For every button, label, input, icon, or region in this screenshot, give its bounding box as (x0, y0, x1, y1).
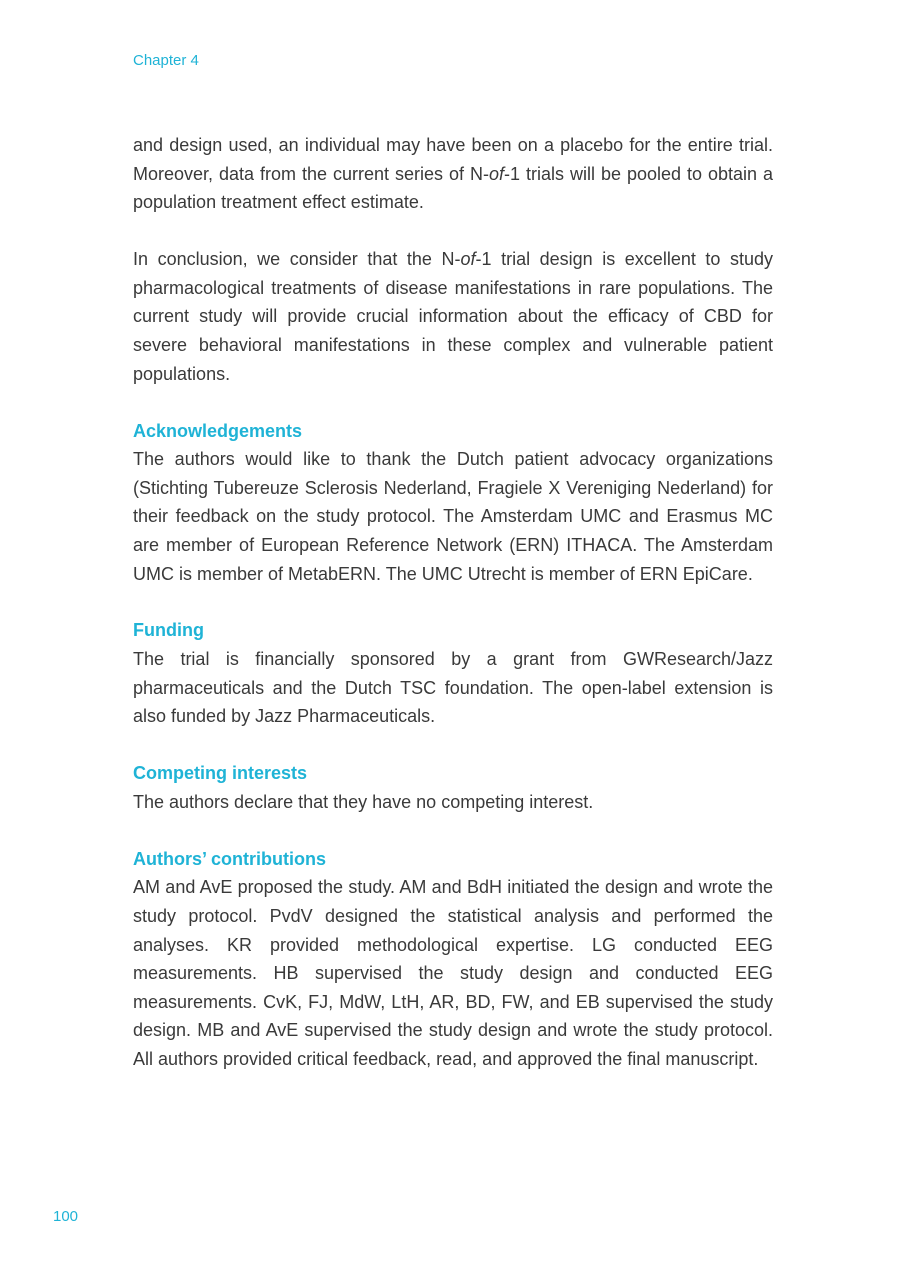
section-body-funding: The trial is financially sponsored by a grant from GWResearch/Jazz pharmaceuticals and the Dutch TSC foundation. The open-label extension is also funded by Jazz Pharmaceuticals. (133, 649, 773, 727)
section-heading-authors-contributions: Authors’ contributions (133, 848, 326, 869)
section-body-competing-interests: The authors declare that they have no competing interest. (133, 791, 594, 812)
italic-term: of (460, 249, 476, 270)
section-body-acknowledgements: The authors would like to thank the Dutch patient advocacy organizations (Stichting Tubereuze Sclerosis Nederland, Fragiele X Vereniging Nederland) for their feedback on the study protocol. The Amsterdam UMC and Erasmus MC are member of European Reference Network (ERN) ITHACA. The Amsterdam UMC is member of MetabERN. The UMC Utrecht is member of ERN EpiCare. (133, 449, 773, 584)
paragraph-text: -1 trials will be pooled to obtain a population treatment effect estimate. (133, 163, 773, 213)
italic-term: of (488, 163, 504, 184)
paragraph-text: In conclusion, we consider that the N- (133, 249, 461, 270)
paragraph-text: and design used, an individual may have been on a placebo for the entire trial. Moreover, data from the current series of N- (133, 135, 773, 184)
section-heading-funding: Funding (133, 620, 204, 641)
paragraph-text: -1 trial design is excellent to study pharmacological treatments of disease manifestations in rare populations. The current study will provide crucial information about the efficacy of CBD for severe behavioral manifestations in these complex and vulnerable patient populations. (133, 249, 773, 384)
page-number: 100 (53, 1208, 79, 1225)
section-heading-competing-interests: Competing interests (133, 763, 308, 784)
section-body-authors-contributions: AM and AvE proposed the study. AM and BdH initiated the design and wrote the study protocol. PvdV designed the statistical analysis and performed the analyses. KR provided methodological expertise. LG conducted EEG measurements. HB supervised the study design and conducted EEG measurements. CvK, FJ, MdW, LtH, AR, BD, FW, and EB supervised the study design. MB and AvE supervised the study design and wrote the study protocol. All authors provided critical feedback, read, and approved the final manuscript. (133, 877, 773, 1069)
section-heading-acknowledgements: Acknowledgements (133, 420, 303, 441)
paragraph-discussion (133, 131, 773, 217)
running-head: Chapter 4 (133, 52, 199, 69)
paragraph-conclusion (133, 245, 773, 388)
page-content (133, 131, 773, 1074)
